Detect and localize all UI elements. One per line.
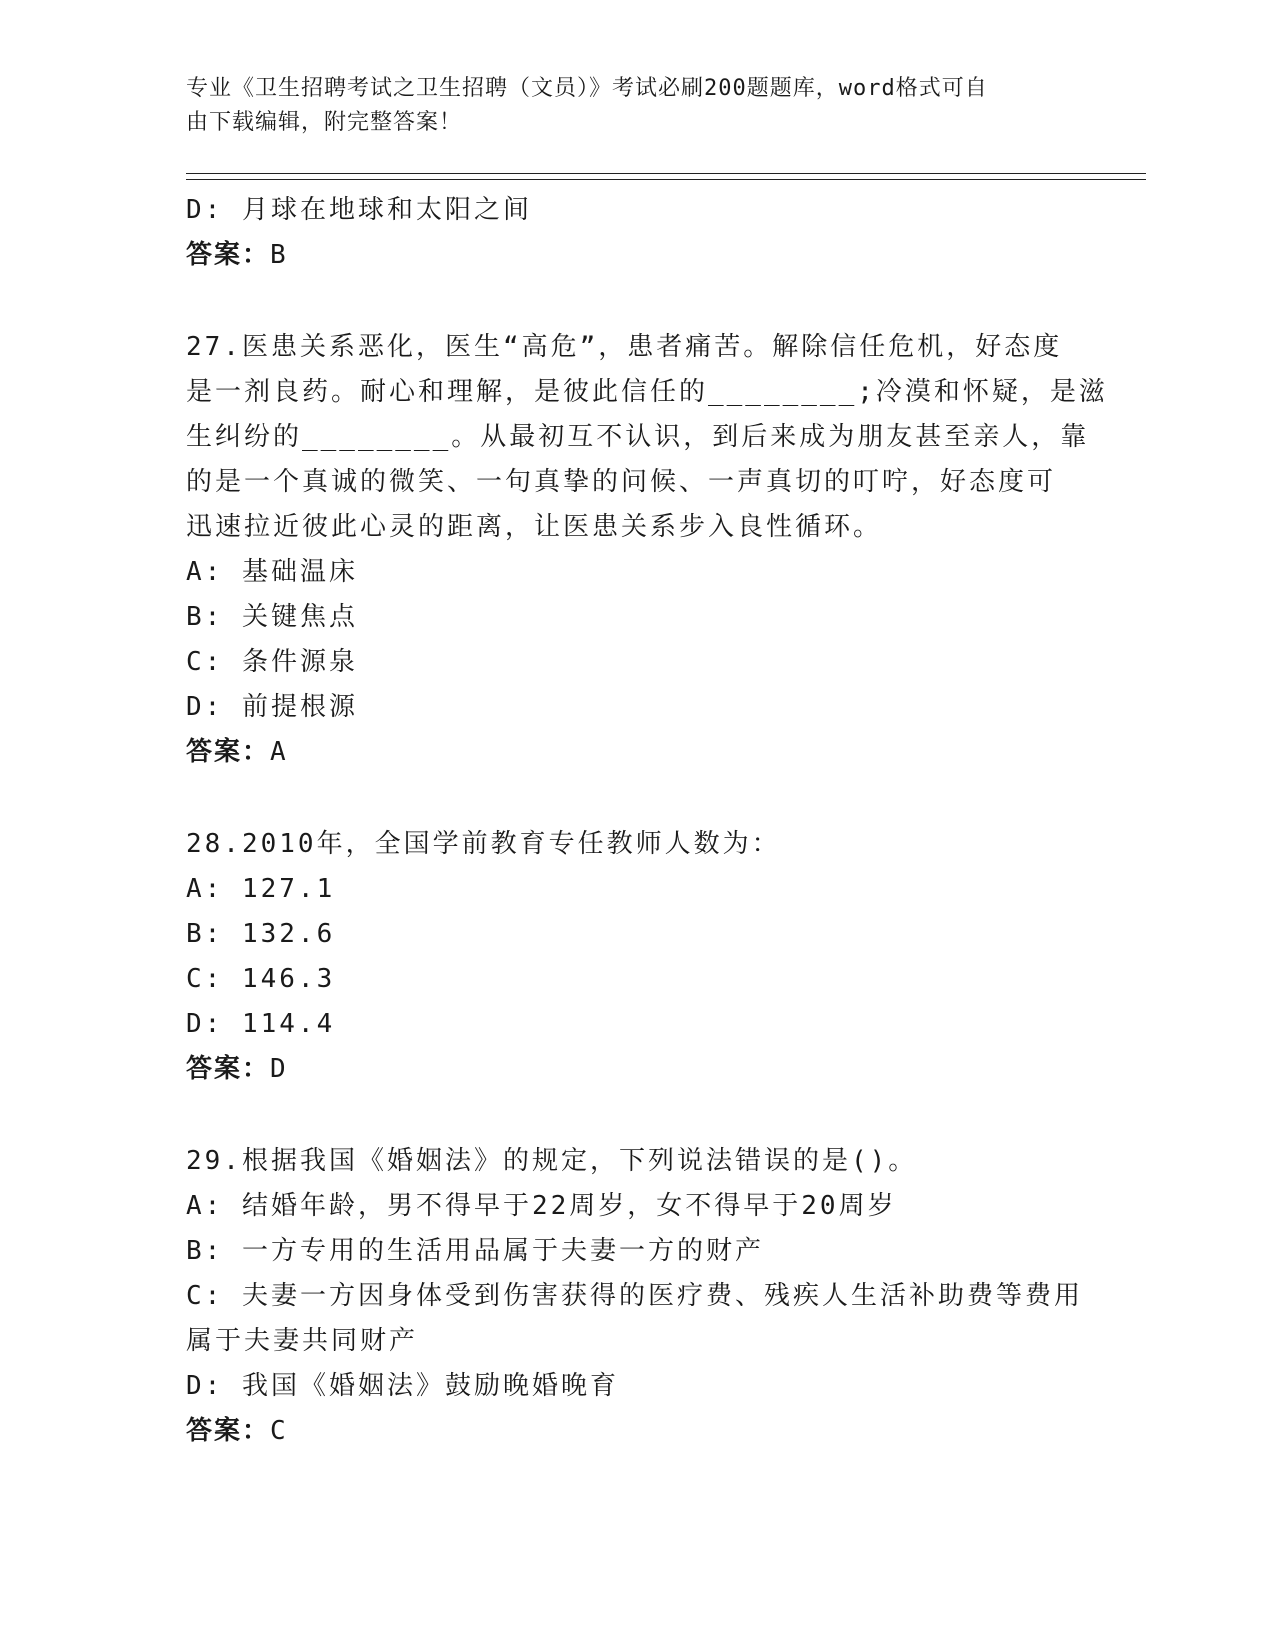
answer-value: C <box>270 1416 288 1446</box>
q29-option-a: A: 结婚年龄，男不得早于22周岁，女不得早于20周岁 <box>186 1191 897 1221</box>
q27-option-d: D: 前提根源 <box>186 692 358 722</box>
q28-option-d: D: 114.4 <box>186 1009 336 1039</box>
answer-value: D <box>270 1054 288 1084</box>
prev-option-d: D: 月球在地球和太阳之间 <box>186 195 532 225</box>
q27-stem-line-2: 是一剂良药。耐心和理解，是彼此信任的________;冷漠和怀疑，是滋 <box>186 377 1108 407</box>
document-header <box>186 72 1066 140</box>
q27-stem-line-3: 生纠纷的________。从最初互不认识，到后来成为朋友甚至亲人，靠 <box>186 422 1090 452</box>
spacer <box>186 1092 1066 1139</box>
document-body <box>186 188 1108 1454</box>
q27-stem-line-5: 迅速拉近彼此心灵的距离，让医患关系步入良性循环。 <box>186 512 883 542</box>
header-line-2: 由下载编辑，附完整答案！ <box>186 110 463 135</box>
q27-option-c: C: 条件源泉 <box>186 647 358 677</box>
q28-answer <box>186 1047 1066 1092</box>
q29-option-d: D: 我国《婚姻法》鼓励晚婚晚育 <box>186 1371 619 1401</box>
answer-label: 答案： <box>186 737 271 767</box>
q28-stem: 28.2010年，全国学前教育专任教师人数为： <box>186 829 781 859</box>
answer-value: A <box>270 737 288 767</box>
header-divider-top <box>186 173 1146 174</box>
header-line-1: 专业《卫生招聘考试之卫生招聘（文员）》考试必刷200题题库，word格式可自 <box>186 76 988 101</box>
spacer <box>186 775 1066 822</box>
answer-label: 答案： <box>186 1416 271 1446</box>
answer-label: 答案： <box>186 1054 271 1084</box>
q29-option-c-line-2: 属于夫妻共同财产 <box>186 1326 419 1356</box>
q28-option-c: C: 146.3 <box>186 964 336 994</box>
question-29 <box>186 1139 1083 1454</box>
prev-answer <box>186 233 1066 278</box>
answer-value: B <box>270 240 288 270</box>
question-28 <box>186 822 1066 1092</box>
header-divider-bottom <box>186 179 1146 180</box>
q27-option-b: B: 关键焦点 <box>186 602 358 632</box>
q29-stem: 29.根据我国《婚姻法》的规定，下列说法错误的是()。 <box>186 1146 918 1176</box>
q28-option-b: B: 132.6 <box>186 919 336 949</box>
q28-option-a: A: 127.1 <box>186 874 336 904</box>
question-27 <box>186 325 1108 775</box>
q29-option-c-line-1: C: 夫妻一方因身体受到伤害获得的医疗费、残疾人生活补助费等费用 <box>186 1281 1083 1311</box>
q29-option-b: B: 一方专用的生活用品属于夫妻一方的财产 <box>186 1236 764 1266</box>
q27-stem-line-1: 27.医患关系恶化，医生“高危”，患者痛苦。解除信任危机，好态度 <box>186 332 1063 362</box>
answer-label: 答案： <box>186 240 271 270</box>
q27-stem-line-4: 的是一个真诚的微笑、一句真挚的问候、一声真切的叮咛，好态度可 <box>186 467 1057 497</box>
q27-answer <box>186 730 1066 775</box>
q27-option-a: A: 基础温床 <box>186 557 358 587</box>
q29-answer <box>186 1409 1066 1454</box>
spacer <box>186 278 1066 325</box>
